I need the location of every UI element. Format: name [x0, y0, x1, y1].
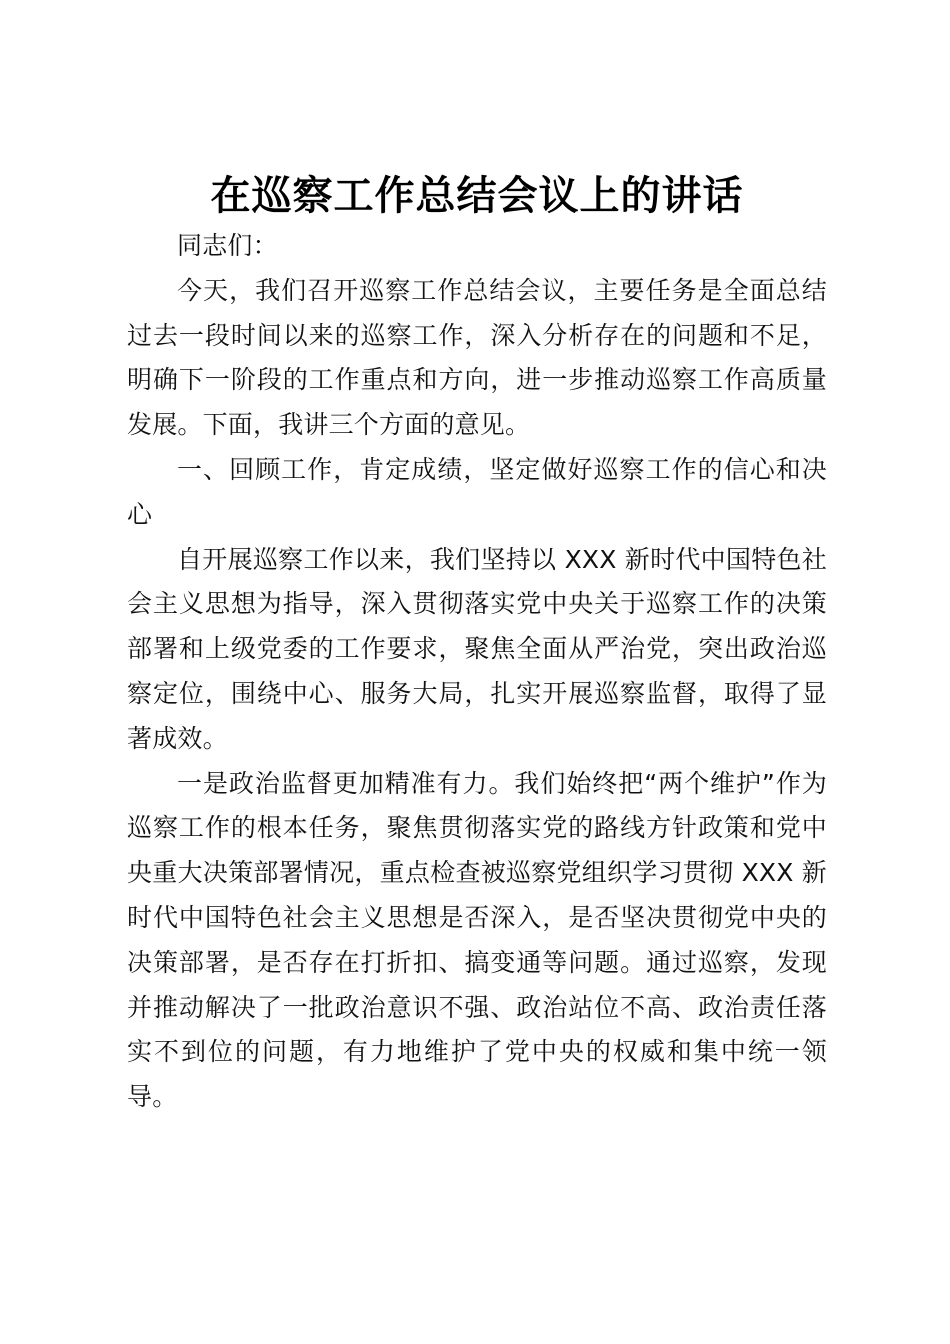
document-title: 在巡察工作总结会议上的讲话: [210, 172, 744, 219]
section-heading-1: 一、回顾工作，肯定成绩，坚定做好巡察工作的信心和决心: [127, 454, 827, 529]
salutation: 同志们：: [177, 231, 278, 260]
paragraph-intro: 今天，我们召开巡察工作总结会议，主要任务是全面总结过去一段时间以来的巡察工作，深入分析存在的问题和不足，明确下一阶段的工作重点和方向，进一步推动巡察工作高质量发展。下面，我讲三个方面的意见。: [127, 275, 827, 440]
document-body: [127, 170, 827, 1120]
paragraph-review: 自开展巡察工作以来，我们坚持以 XXX 新时代中国特色社会主义思想为指导，深入贯彻落实党中央关于巡察工作的决策部署和上级党委的工作要求，聚焦全面从严治党，突出政治巡察定位，围绕中心、服务大局，扎实开展巡察监督，取得了显著成效。: [127, 544, 827, 753]
paragraph-political-supervision: 一是政治监督更加精准有力。我们始终把“两个维护”作为巡察工作的根本任务，聚焦贯彻落实党的路线方针政策和党中央重大决策部署情况，重点检查被巡察党组织学习贯彻 XXX 新时代中国特色社会主义思想是否深入，是否坚决贯彻党中央的决策部署，是否存在打折扣、搞变通等问题。通过巡察，发现并推动解决了一批政治意识不强、政治站位不高、政治责任落实不到位的问题，有力地维护了党中央的权威和集中统一领导。: [127, 768, 827, 1112]
